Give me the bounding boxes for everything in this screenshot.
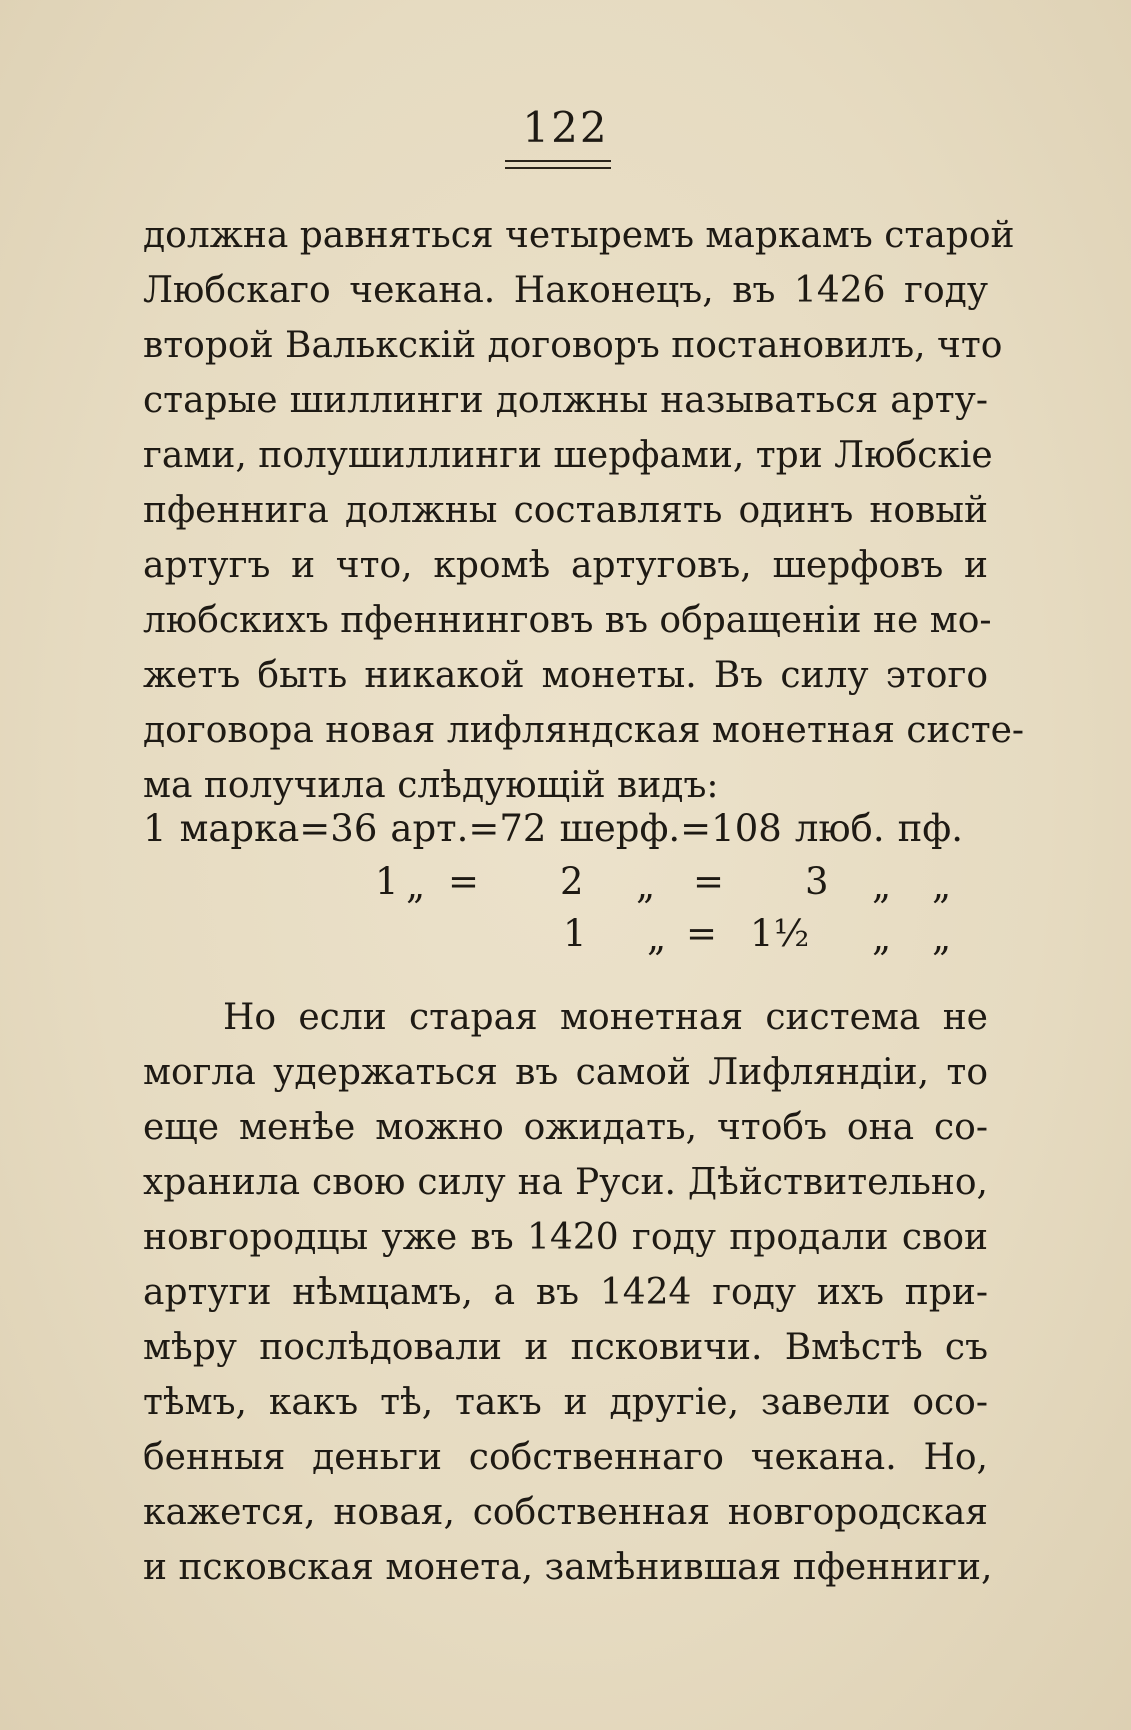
text-line: любскихъ пфеннинговъ въ обращеніи не мо- [143, 600, 992, 641]
page-number-rule [505, 160, 611, 162]
text-line: Но если старая монетная система не [223, 997, 988, 1038]
text-line: могла удержаться въ самой Лифляндіи, то [143, 1052, 988, 1093]
formula-cell: „ [932, 864, 952, 907]
text-line: Любскаго чекана. Наконецъ, въ 1426 году [143, 270, 988, 311]
text-line: договора новая лифляндская монетная систе- [143, 710, 1025, 751]
text-line: и псковская монета, замѣнившая пфенниги, [143, 1547, 993, 1588]
text-line: еще менѣе можно ожидать, чтобъ она со- [143, 1107, 988, 1148]
text-line: кажется, новая, собственная новгородская [143, 1492, 988, 1533]
text-line: артугъ и что, кромѣ артуговъ, шерфовъ и [143, 545, 988, 586]
text-line: гами, полушиллинги шерфами, три Любскіе [143, 435, 993, 476]
formula-cell: 1½ [750, 912, 810, 955]
page-number: 122 [522, 103, 609, 152]
text-line: второй Валькскій договоръ постановилъ, что [143, 325, 1003, 366]
text-line: мѣру послѣдовали и псковичи. Вмѣстѣ съ [143, 1327, 988, 1368]
text-line: жетъ быть никакой монеты. Въ силу этого [143, 655, 988, 696]
formula-cell: „ [636, 864, 656, 907]
formula-cell: = [693, 860, 725, 903]
paragraph-2 [143, 990, 993, 1595]
text-line: ма получила слѣдующій видъ: [143, 765, 719, 806]
formula-row-1: 1 марка=36 арт.=72 шерф.=108 люб. пф. [143, 807, 963, 850]
formula-cell: „ [932, 916, 952, 959]
formula-cell: „ [406, 864, 426, 907]
formula-cell: „ [872, 916, 892, 959]
text-line: тѣмъ, какъ тѣ, такъ и другіе, завели осо- [143, 1382, 988, 1423]
formula-cell: 1 [563, 912, 587, 955]
formula-cell: „ [647, 916, 667, 959]
text-line: должна равняться четыремъ маркамъ старой [143, 215, 1015, 256]
text-line: новгородцы уже въ 1420 году продали свои [143, 1217, 988, 1258]
page-number-rule-double [505, 167, 611, 169]
formula-cell: 3 [805, 860, 829, 903]
text-line: бенныя деньги собственнаго чекана. Но, [143, 1437, 988, 1478]
formula-cell: = [448, 860, 480, 903]
paragraph-1 [143, 208, 1025, 813]
formula-cell: 1 [375, 860, 399, 903]
formula-cell: 2 [560, 860, 584, 903]
text-line: артуги нѣмцамъ, а въ 1424 году ихъ при- [143, 1272, 988, 1313]
text-line: пфеннига должны составлять одинъ новый [143, 490, 988, 531]
formula-cell: „ [872, 864, 892, 907]
formula-cell: = [686, 912, 718, 955]
text-line: старые шиллинги должны называться арту- [143, 380, 988, 421]
text-line: хранила свою силу на Руси. Дѣйствительно, [143, 1162, 988, 1203]
